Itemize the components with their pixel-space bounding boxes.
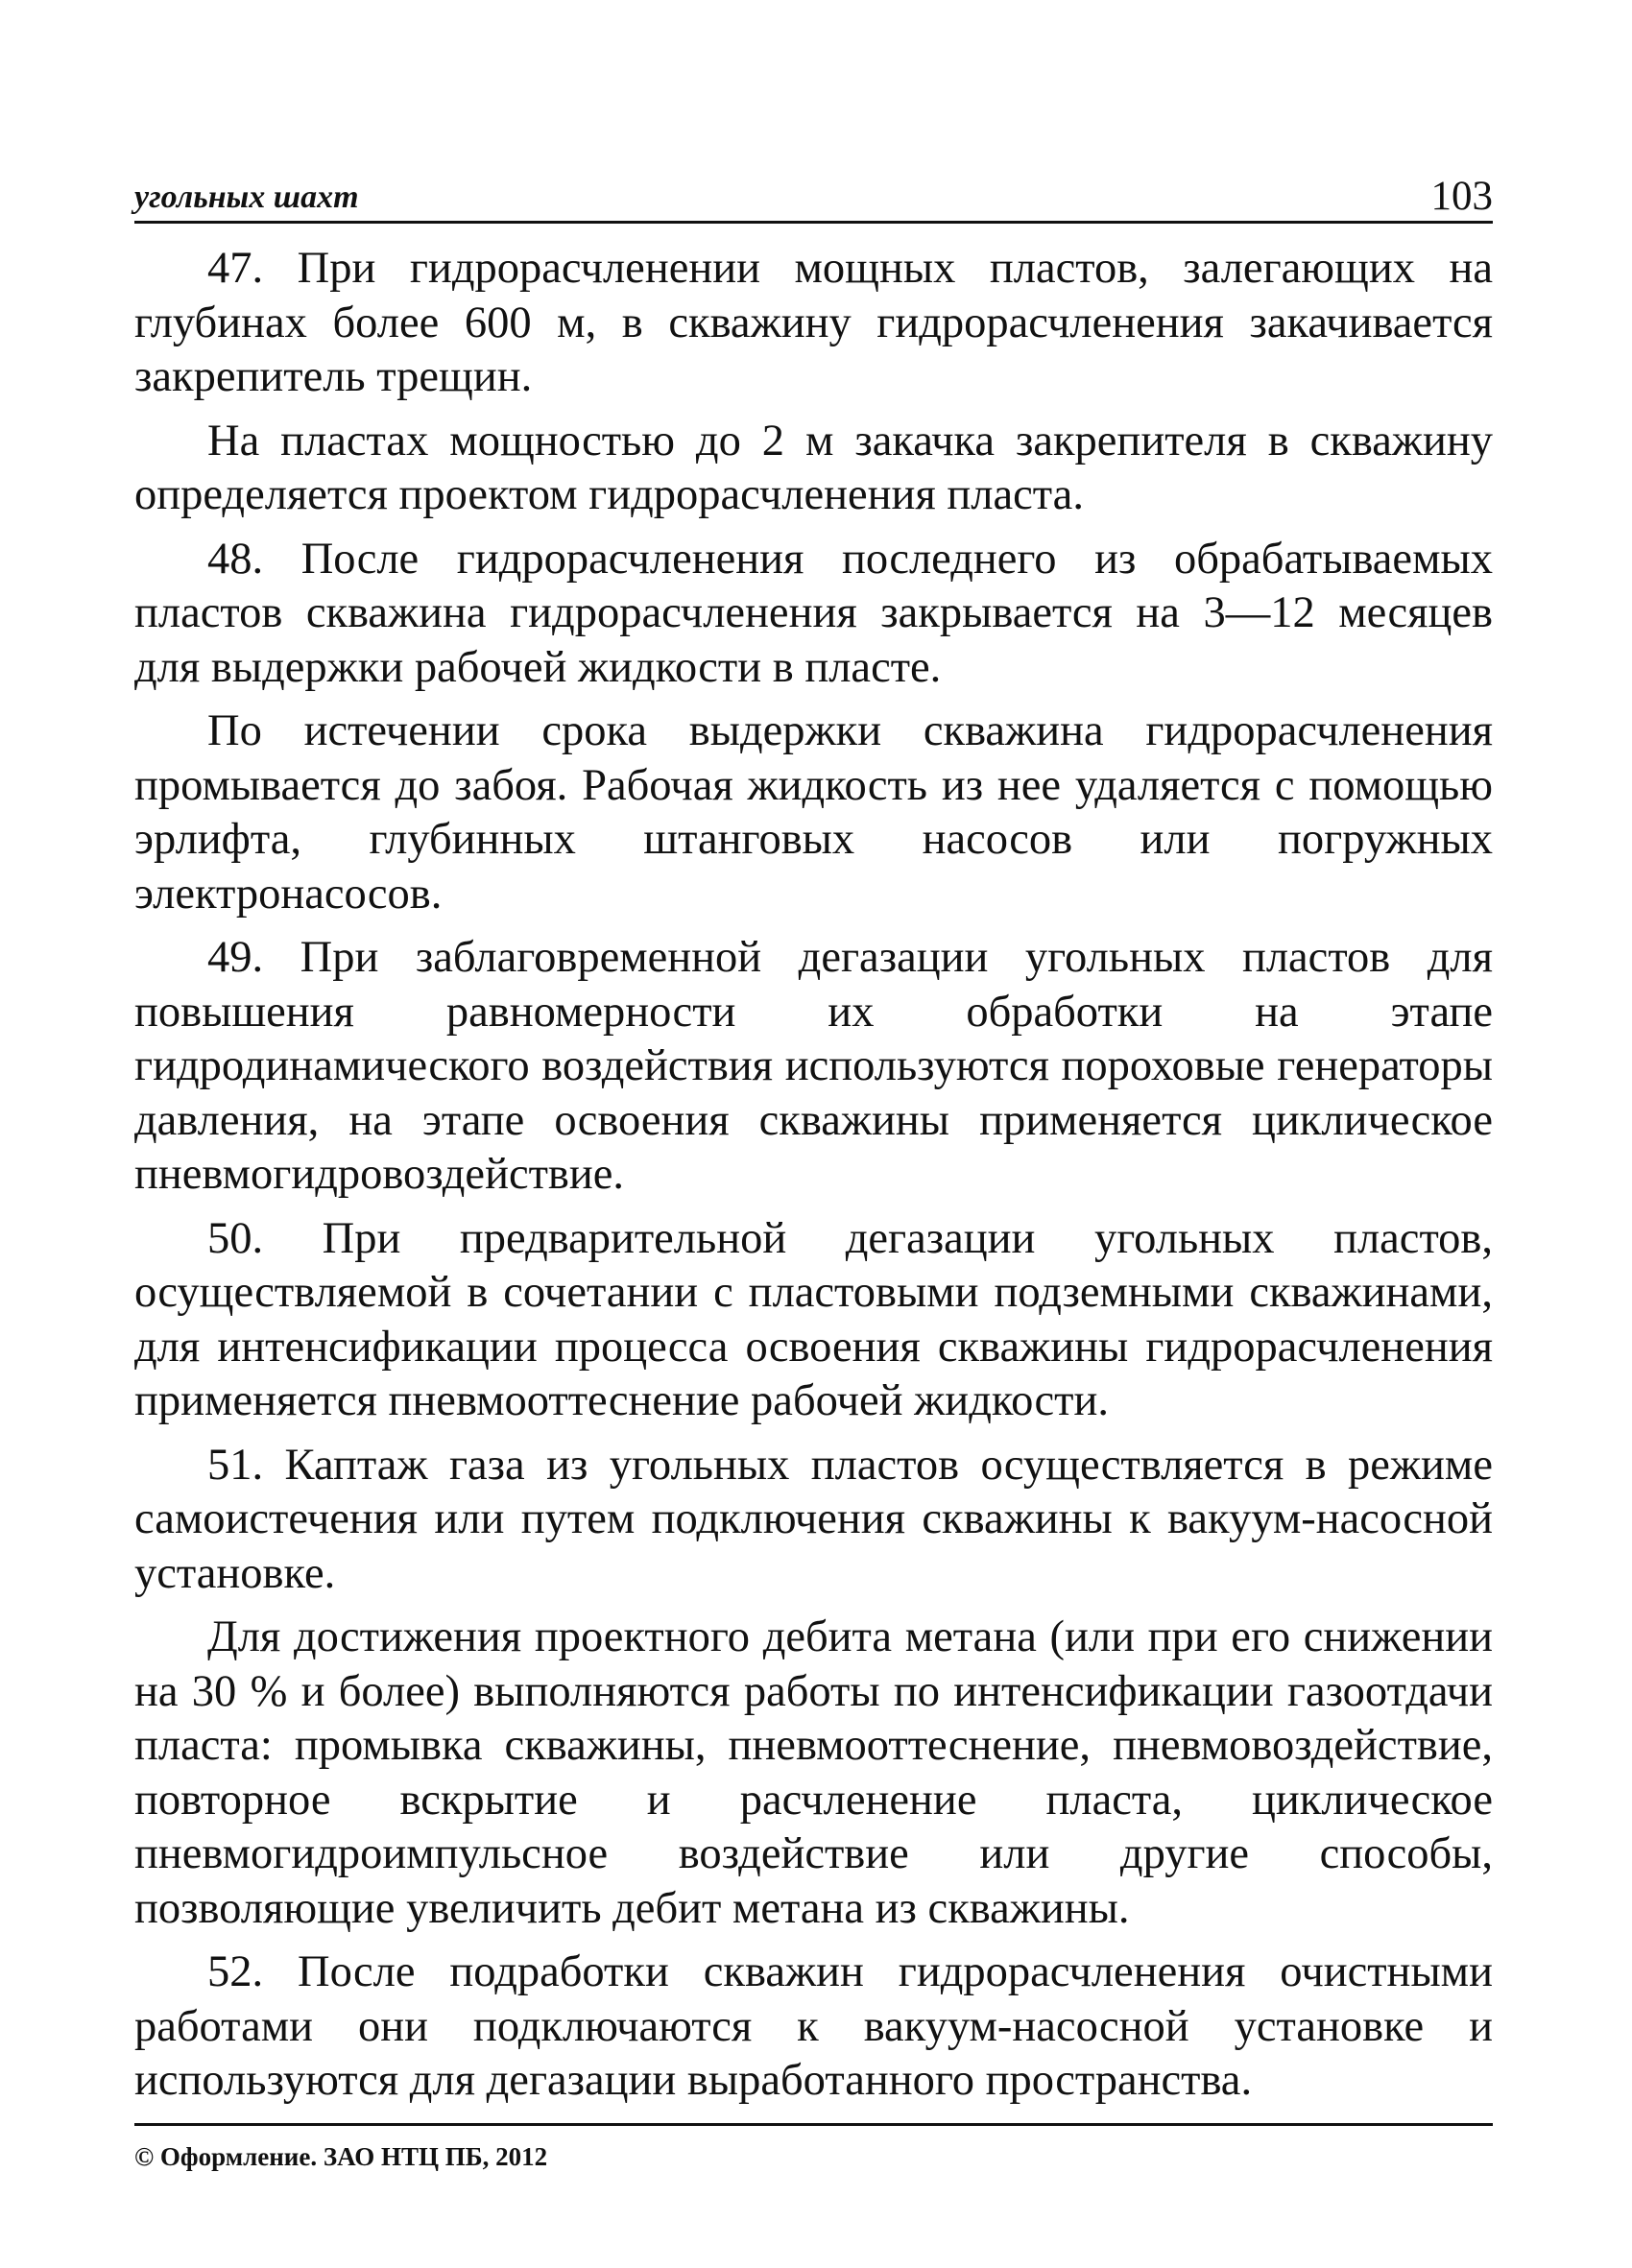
paragraph-51-continued: Для достижения проектного дебита метана (или при его снижении на 30 % и более) выполняются работы по интенсификации газоотдачи пласта: промывка скважины, пневмооттеснение, пневмовоздействие, повторное вскрытие и расчленение пласта, циклическое пневмогидроимпульсное воздействие или другие способы, позволяющие увеличить дебит метана из скважины. bbox=[134, 1612, 1493, 1933]
paragraph-47-continued: На пластах мощностью до 2 м закачка закрепителя в скважину определяется проектом гидрорасчленения пласта. bbox=[134, 416, 1493, 519]
body-text bbox=[134, 242, 1493, 2118]
paragraph-48: 48. После гидрорасчленения последнего из обрабатываемых пластов скважина гидрорасчленения закрывается на 3—12 месяцев для выдержки рабочей жидкости в пласте. bbox=[134, 534, 1493, 692]
paragraph-48-continued: По истечении срока выдержки скважина гидрорасчленения промывается до забоя. Рабочая жидкость из нее удаляется с помощью эрлифта, глубинных штанговых насосов или погружных электронасосов. bbox=[134, 706, 1493, 919]
paragraph-49: 49. При заблаговременной дегазации угольных пластов для повышения равномерности их обработки на этапе гидродинамического воздействия используются пороховые генераторы давления, на этапе освоения скважины применяется циклическое пневмогидровоздействие. bbox=[134, 933, 1493, 1199]
copyright-notice: © Оформление. ЗАО НТЦ ПБ, 2012 bbox=[134, 2142, 548, 2171]
page-header bbox=[134, 165, 1493, 224]
paragraph-52: 52. После подработки скважин гидрорасчленения очистными работами они подключаются к вакуум-насосной установке и используются для дегазации выработанного пространства. bbox=[134, 1947, 1493, 2105]
page-number: 103 bbox=[1430, 174, 1493, 219]
paragraph-51: 51. Каптаж газа из угольных пластов осуществляется в режиме самоистечения или путем подключения скважины к вакуум-насосной установке. bbox=[134, 1440, 1493, 1598]
paragraph-50: 50. При предварительной дегазации угольных пластов, осуществляемой в сочетании с пластовыми подземными скважинами, для интенсификации процесса освоения скважины гидрорасчленения применяется пневмооттеснение рабочей жидкости. bbox=[134, 1213, 1493, 1425]
page-footer bbox=[134, 2123, 1493, 2172]
running-title: угольных шахт bbox=[134, 179, 359, 215]
paragraph-47: 47. При гидрорасчленении мощных пластов, залегающих на глубинах более 600 м, в скважину гидрорасчленения закачивается закрепитель трещин. bbox=[134, 244, 1493, 401]
